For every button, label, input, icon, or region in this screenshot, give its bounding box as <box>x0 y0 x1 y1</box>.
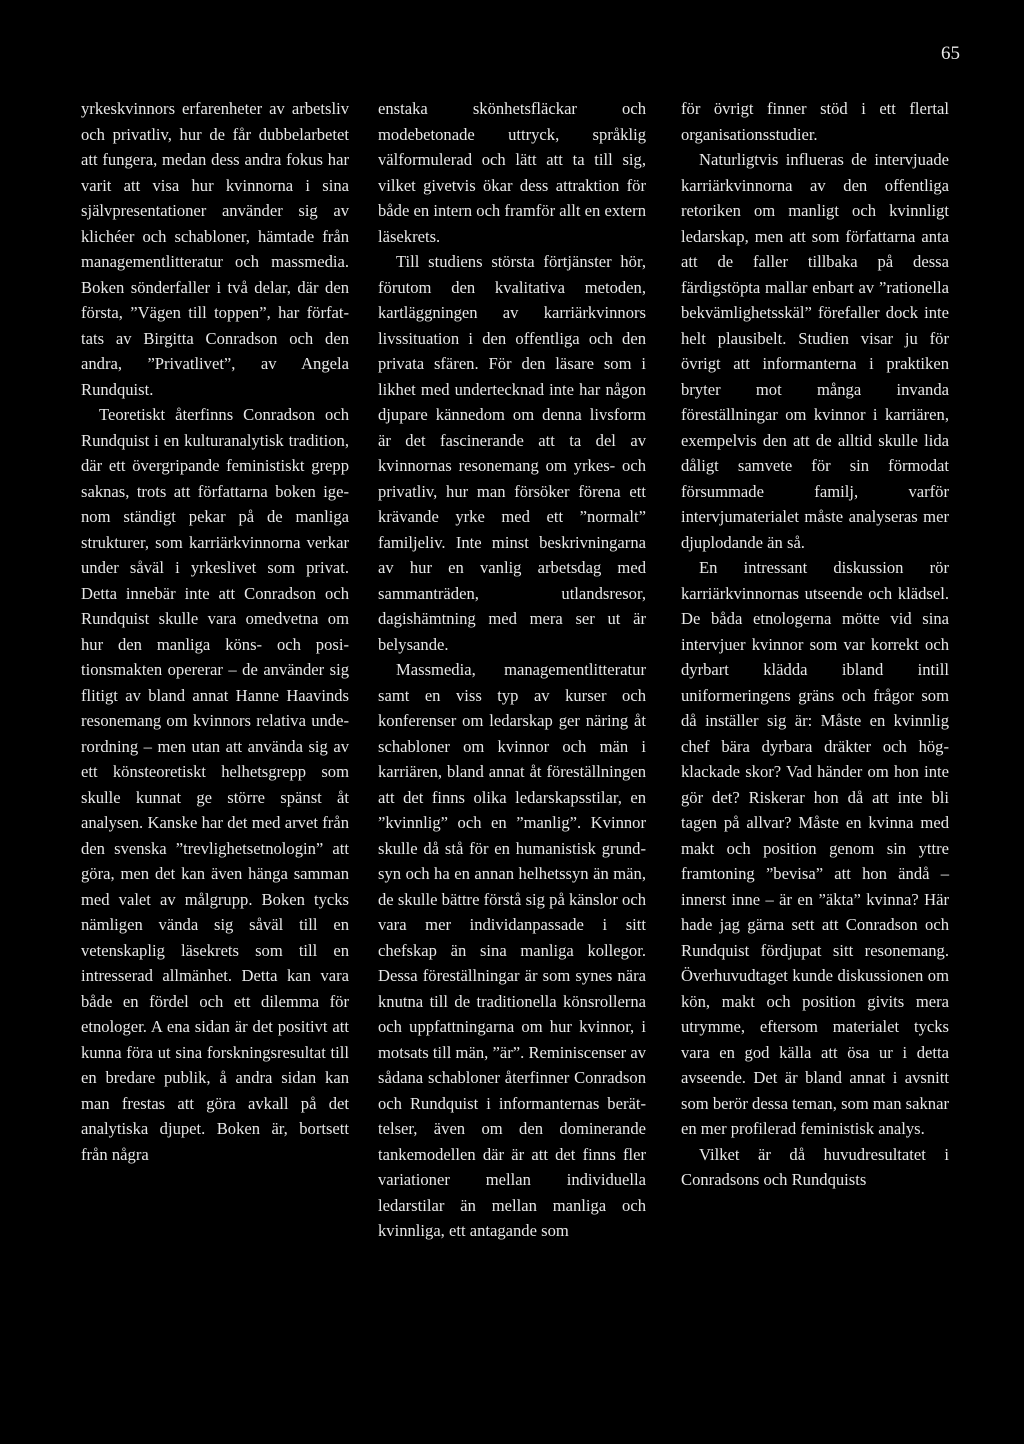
paragraph: Naturligtvis influeras de intervjuade karriärkvinnorna av den offentliga retoriken om manligt och kvinnligt ledarskap, men att som författarna anta att de faller tillbaka på dessa färdigstöpta mallar enbart av ”rationella bekvämlighetsskäl” förefaller dock inte helt plausibelt. Studien visar ju för övrigt att informanterna i praktiken bryter mot många invanda föreställningar om kvinnor i karriären, exempelvis den att de alltid skulle lida dåligt samvete för sin förmodat försummade familj, varför intervjumaterialet måste analyseras mer djuplodande än så. <box>681 150 949 552</box>
paragraph: Teoretiskt återfinns Conradson och Rundquist i en kulturanalytisk tradition, där ett övergripande feministiskt grepp saknas, trots att författarna boken igenom ständigt pekar på de manliga strukturer, som karriärkvinnorna verkar under såväl i yrkeslivet som privat. Detta innebär inte att Conradson och Rundquist skulle vara omedvetna om hur den manliga köns- och positionsmakten opererar – de använder sig flitigt av bland annat Hanne Haavinds resonemang om kvinnors relativa underordning – men utan att använda sig av ett könsteoretiskt helhetsgrepp som skulle kunnat ge större spänst åt analysen. Kanske har det med arvet från den svenska ”trevlighetsetnologin” att göra, men det kan även hänga samman med valet av målgrupp. Boken tycks nämligen vända sig såväl till en vetenskaplig läsekrets som till en intresserad allmänhet. Detta kan vara både en fördel och ett dilemma för etnologer. A ena sidan är det positivt att kunna föra ut sina forskningsresultat till en bredare publik, å andra sidan kan man frestas att göra avkall på det analytiska djupet. Boken är, bortsett från några <box>81 405 349 1164</box>
page-number: 65 <box>941 43 960 64</box>
paragraph: enstaka skönhetsfläckar och modebetonade uttryck, språklig välformulerad och lätt att ta till sig, vilket givetvis ökar dess attraktion för både en intern och framför allt en extern läsekrets. <box>378 99 646 246</box>
text-column-1 <box>81 96 349 1167</box>
text-column-3 <box>681 96 949 1193</box>
paragraph: En intressant diskussion rör karriärkvinnornas utseende och klädsel. De båda etnologerna mötte vid sina intervjuer kvinnor som var korrekt och dyrbart klädda ibland intill uniformeringens gräns och frågor som då inställer sig är: Måste en kvinnlig chef bära dyrbara dräkter och högklackade skor? Vad händer om hon inte gör det? Riskerar hon då att inte bli tagen på allvar? Måste en kvinna med makt och position genom sin yttre framtoning ”bevisa” att hon ändå – innerst inne – är en ”äkta” kvinna? Här hade jag gärna sett att Conradson och Rundquist fördjupat sitt resonemang. Överhuvudtaget kunde diskussionen om kön, makt och position givits mera utrymme, eftersom materialet tycks vara en god källa att ösa ur i detta avseende. Det är bland annat i avsnitt som berör dessa teman, som man saknar en mer profilerad feministisk analys. <box>681 558 949 1138</box>
paragraph: yrkeskvinnors erfarenheter av arbetsliv och privatliv, hur de får dubbelarbetet att fungera, medan dess andra fokus har varit att visa hur kvinnorna i sina självpresentationer använder sig av klichéer och schabloner, hämtade från managementlitteratur och massmedia. Boken sönderfaller i två delar, där den första, ”Vägen till toppen”, har författats av Birgitta Conradson och den andra, ”Privatlivet”, av Angela Rundquist. <box>81 99 349 399</box>
paragraph: Massmedia, managementlitteratur samt en viss typ av kurser och konferenser om ledarskap ger näring åt schabloner om kvinnor och män i karriären, bland annat åt föreställningen att det finns olika ledarskapsstilar, en ”kvinnlig” och en ”manlig”. Kvinnor skulle då stå för en humanistisk grundsyn och ha en annan helhetssyn än män, de skulle bättre förstå sig på känslor och vara mer individanpassade i sitt chefskap än sina manliga kollegor. Dessa föreställningar är som synes nära knutna till de traditionella könsrollerna och uppfattningarna om hur kvinnor, i motsats till män, ”är”. Reminiscenser av sådana schabloner återfinner Conradson och Rundquist i informanternas berättelser, även om den dominerande tankemodellen där är att det finns fler variationer mellan individuella ledarstilar än mellan manliga och kvinnliga, ett antagande som <box>378 660 646 1240</box>
paragraph: för övrigt finner stöd i ett flertal organisationsstudier. <box>681 99 949 144</box>
paragraph: Vilket är då huvudresultatet i Conradsons och Rundquists <box>681 1144 949 1189</box>
paragraph: Till studiens största förtjänster hör, förutom den kvalitativa metoden, kartläggningen av karriärkvinnors livssituation i den offentliga och den privata sfären. För den läsare som i likhet med undertecknad inte har någon djupare kännedom om denna livsform är det fascinerande att ta del av kvinnornas resonemang om yrkes- och privatliv, hur man försöker förena ett krävande yrke med ett ”normalt” familjeliv. Inte minst beskrivningarna av hur en vanlig arbetsdag med sammanträden, utlandsresor, dagishämtning med mera ser ut är belysande. <box>378 252 646 654</box>
text-column-2 <box>378 96 646 1244</box>
